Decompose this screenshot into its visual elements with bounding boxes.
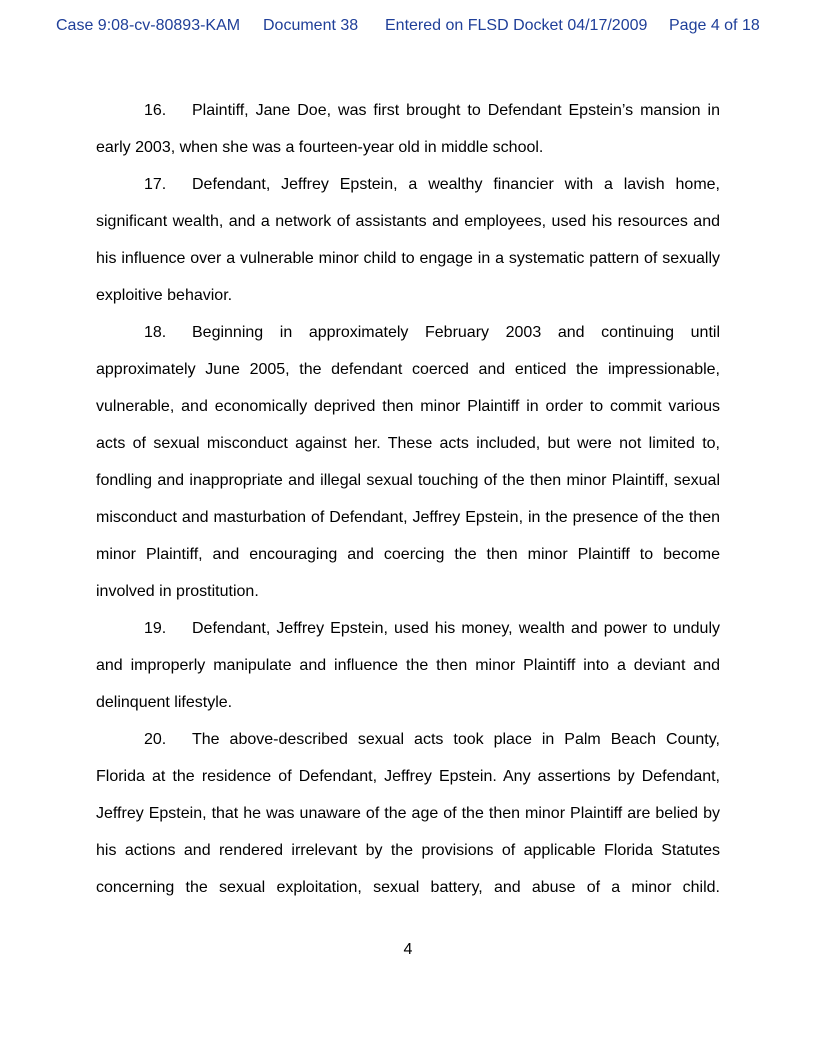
paragraph-18 <box>96 314 720 610</box>
paragraph-number: 19. <box>144 620 167 637</box>
document-body <box>96 92 720 906</box>
paragraph-17 <box>96 166 720 314</box>
paragraph-text: Beginning in approximately February 2003 and continuing until approximately June 2005, the defendant coerced and enticed the impressionable, vulnerable, and economically deprived then minor Plaintiff in order to commit various acts of sexual misconduct against her. These acts included, but were not limited to, fondling and inappropriate and illegal sexual touching of the then minor Plaintiff, sexual misconduct and masturbation of Defendant, Jeffrey Epstein, in the presence of the then minor Plaintiff, and encouraging and coercing the then minor Plaintiff to become involved in prostitution. <box>96 324 720 600</box>
paragraph-19 <box>96 610 720 721</box>
paragraph-text: Plaintiff, Jane Doe, was first brought to Defendant Epstein’s mansion in early 2003, when she was a fourteen-year old in middle school. <box>96 102 720 156</box>
paragraph-number: 18. <box>144 324 167 341</box>
paragraph-text: The above-described sexual acts took place in Palm Beach County, Florida at the residence of Defendant, Jeffrey Epstein. Any assertions by Defendant, Jeffrey Epstein, that he was unaware of the age of the then minor Plaintiff are belied by his actions and rendered irrelevant by the provisions of applicable Florida Statutes concerning the sexual exploitation, sexual battery, and abuse of a minor child. <box>96 731 720 896</box>
docket-entry-date: Entered on FLSD Docket 04/17/2009 <box>385 17 648 34</box>
document-number: Document 38 <box>263 17 359 34</box>
paragraph-text: Defendant, Jeffrey Epstein, a wealthy financier with a lavish home, significant wealth, and a network of assistants and employees, used his resources and his influence over a vulnerable minor child to engage in a systematic pattern of sexually exploitive behavior. <box>96 176 720 304</box>
paragraph-number: 20. <box>144 731 167 748</box>
case-number: Case 9:08-cv-80893-KAM <box>56 17 241 34</box>
paragraph-text: Defendant, Jeffrey Epstein, used his money, wealth and power to unduly and improperly manipulate and influence the then minor Plaintiff into a deviant and delinquent lifestyle. <box>96 620 720 711</box>
page-number: 4 <box>403 941 413 958</box>
paragraph-number: 17. <box>144 176 167 193</box>
paragraph-20 <box>96 721 720 906</box>
paragraph-number: 16. <box>144 102 167 119</box>
page-count: Page 4 of 18 <box>669 17 760 34</box>
paragraph-16 <box>96 92 720 166</box>
